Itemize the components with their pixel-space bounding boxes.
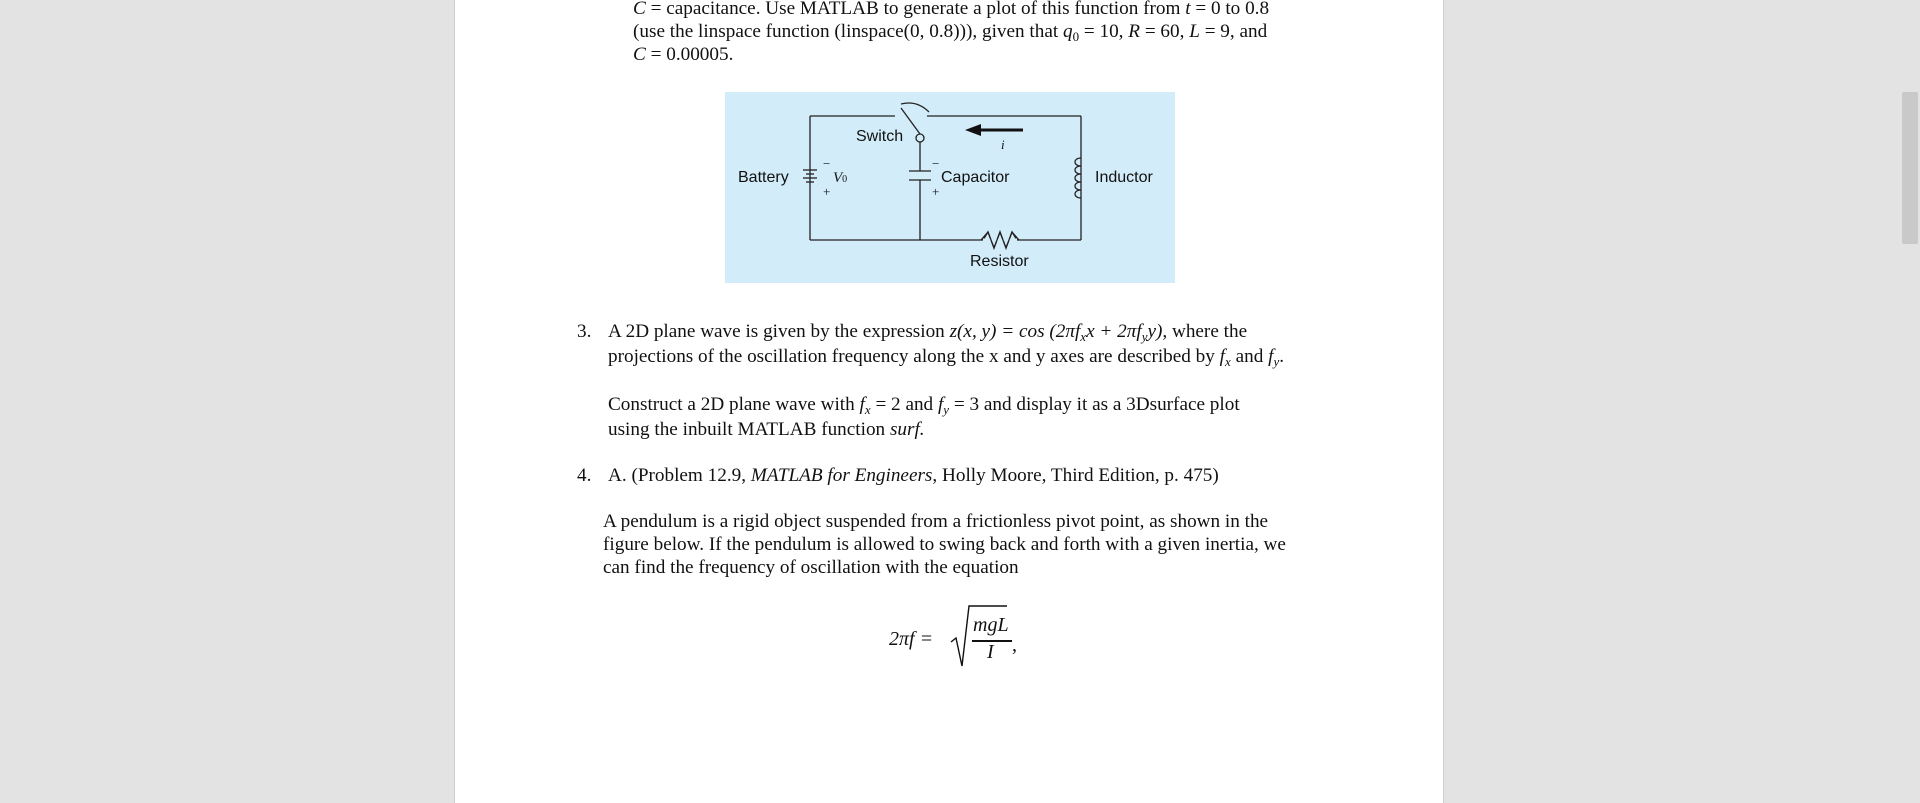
switch-blade <box>901 108 920 134</box>
switch-pivot <box>916 134 924 142</box>
current-arrowhead <box>965 124 981 136</box>
vertical-scrollbar[interactable] <box>1898 0 1920 803</box>
current-label: i <box>1001 137 1005 152</box>
problem3-line2: projections of the oscillation frequency along the x and y axes are described by $f_x$ and $f_y$. <box>608 346 1285 369</box>
battery-label: Battery <box>738 169 789 186</box>
equation-numerator: mgL <box>973 614 1009 636</box>
capacitor-minus: − <box>932 156 940 171</box>
inductor-label: Inductor <box>1095 169 1153 186</box>
v0-label: V0 <box>833 170 848 186</box>
problem3-number: 3. <box>577 321 592 342</box>
battery-minus: − <box>823 156 831 171</box>
problem4-para-line2: figure below. If the pendulum is allowed to swing back and forth with a given inertia, we <box>603 534 1286 555</box>
circuit-diagram <box>725 92 1175 283</box>
capacitor-plus: + <box>932 184 940 199</box>
battery-plus: + <box>823 184 831 199</box>
scrollbar-thumb[interactable] <box>1902 92 1918 244</box>
problem4-para-line1: A pendulum is a rigid object suspended from a frictionless pivot point, as shown in the <box>603 511 1269 532</box>
problem3-line4: using the inbuilt MATLAB function surf. <box>608 419 925 440</box>
resistor-label: Resistor <box>970 253 1029 270</box>
equation-comma: , <box>1012 634 1017 656</box>
problem2-line3: C = 0.00005. <box>633 44 734 65</box>
problem3-line3: Construct a 2D plane wave with $f_x = 2$ and $f_y = 3$ and display it as a 3Dsurface plot <box>608 394 1240 417</box>
document-page <box>454 0 1444 803</box>
problem3-line1: A 2D plane wave is given by the expression z(x, $y) = \cos (2\pi f_xx + 2\pi f_yy)$, where the <box>608 321 1248 344</box>
problem4-para-line3: can find the frequency of oscillation with the equation <box>603 557 1019 578</box>
switch-label: Switch <box>856 128 904 145</box>
equation-lhs: 2πf = <box>889 628 934 650</box>
switch-arc <box>901 103 929 112</box>
problem4-number: 4. <box>577 465 592 486</box>
circuit-figure <box>725 92 1175 283</box>
equation-denominator: I <box>987 641 994 663</box>
problem4-line1: A. (Problem 12.9, MATLAB for Engineers, Holly Moore, Third Edition, p. 475) <box>608 465 1219 486</box>
problem2-line1: C = capacitance. Use MATLAB to generate a plot of this function from t = 0 to 0.8 <box>633 0 1270 19</box>
inductor-coil <box>1075 158 1081 198</box>
capacitor-label: Capacitor <box>941 169 1010 186</box>
problem2-line2: (use the linspace function (linspace(0, 0.8))), given that $q_0 = 10$, R = 60, L = 9, and <box>633 21 1268 44</box>
